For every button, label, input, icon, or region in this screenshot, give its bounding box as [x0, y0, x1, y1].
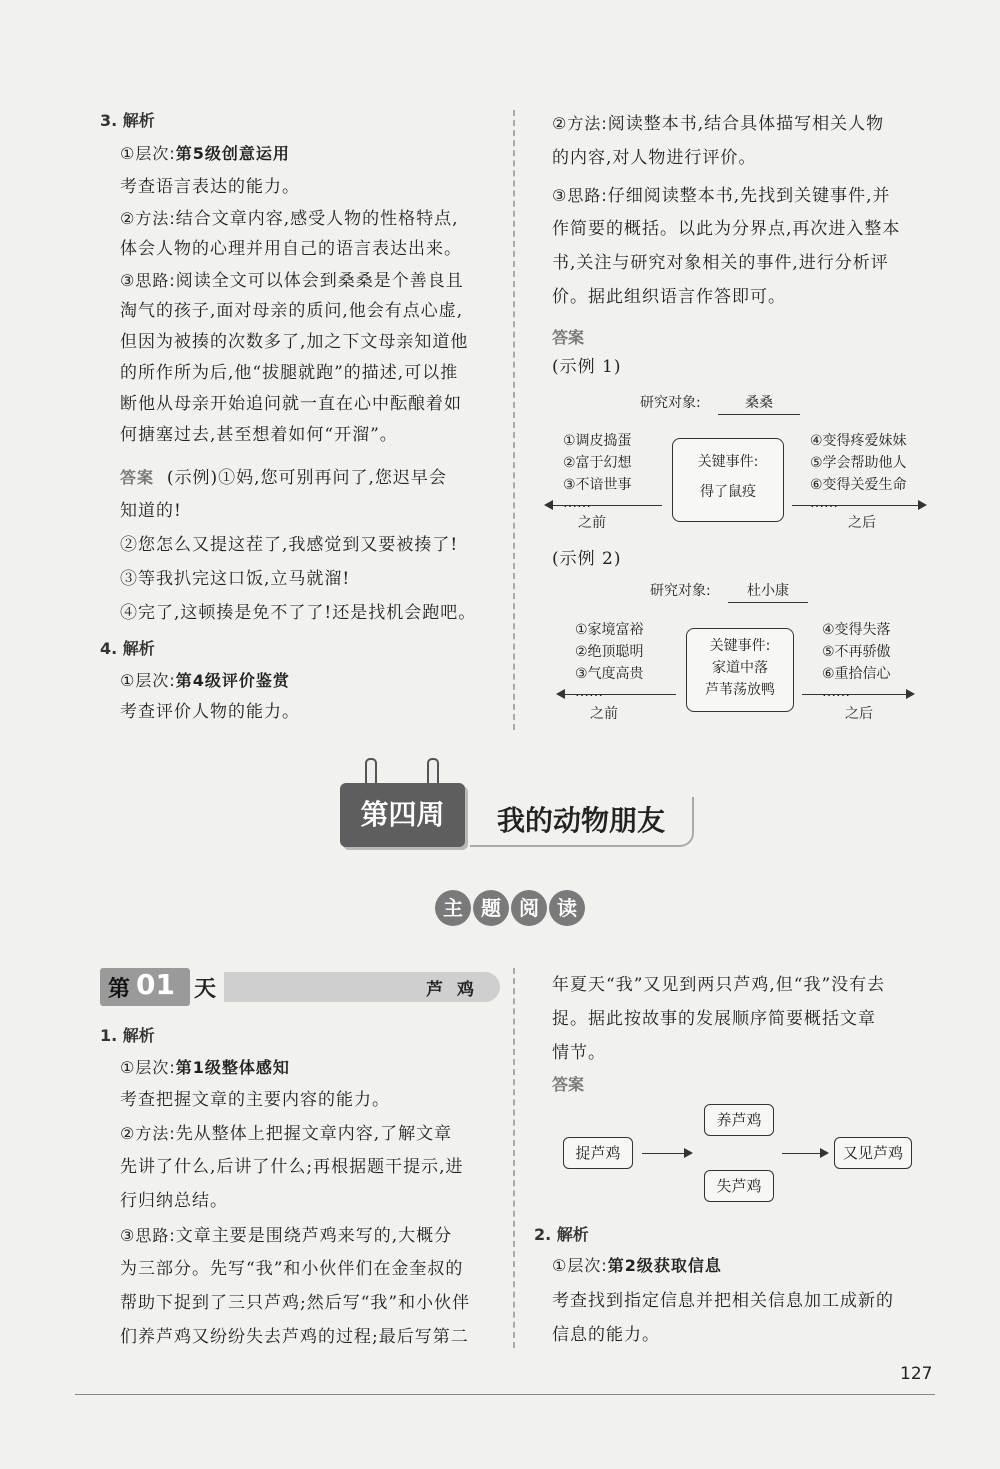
ex1-key-value: 得了鼠疫	[700, 484, 756, 500]
rt-answer-label: 答案	[552, 328, 585, 347]
ex2-after-list	[822, 619, 891, 699]
q3-answer-line2: 知道的!	[120, 501, 182, 521]
q1-idea-line2: 为三部分。先写“我”和小伙伴们在金奎叔的	[120, 1259, 464, 1279]
ex2-before-word: 之前	[590, 706, 618, 722]
q1-idea	[120, 1220, 452, 1252]
q3-title: 3. 解析	[100, 111, 155, 130]
ex2-right-arrow	[802, 694, 908, 695]
ex1-label: (示例 1)	[552, 357, 622, 377]
ex1-after-item: ⑤学会帮助他人	[810, 455, 907, 471]
rt-idea-line1: 仔细阅读整本书,先找到关键事件,并	[607, 186, 891, 206]
ex1-key-label: 关键事件:	[697, 454, 759, 470]
rt-idea-line2: 作简要的概括。以此为分界点,再次进入整本	[552, 219, 901, 239]
q1-idea-label: ③思路:	[120, 1226, 176, 1245]
day-title: 芦 鸡	[426, 980, 478, 1000]
q2-level	[552, 1250, 722, 1282]
ex2-before-item: ③气度高贵	[575, 666, 644, 682]
q3-idea-label: ③思路:	[120, 271, 176, 290]
q2-level-value: 第2级获取信息	[607, 1256, 722, 1275]
ex2-subject	[650, 580, 711, 602]
q3-answer	[120, 462, 447, 494]
ex2-left-arrow	[564, 694, 676, 695]
q1-method-line1: 先从整体上把握文章内容,了解文章	[175, 1124, 453, 1144]
q3-level-label: ①层次:	[120, 144, 176, 163]
week-title-bar	[470, 797, 694, 847]
ex1-after-list	[810, 430, 907, 510]
ex2-key-event-box	[686, 628, 794, 712]
rb-line2: 捉。据此按故事的发展顺序简要概括文章	[552, 1009, 876, 1029]
ex2-before-item: ①家境富裕	[575, 622, 644, 638]
q3-idea-line4: 的所作所为后,他“拔腿就跑”的描述,可以推	[120, 363, 459, 383]
flow-raise-box: 养芦鸡	[704, 1104, 774, 1136]
ex2-after-item: ……	[822, 684, 850, 700]
q4-level-label: ①层次:	[120, 671, 176, 690]
rt-method	[552, 108, 884, 140]
ex1-after-item: ④变得疼爱妹妹	[810, 433, 907, 449]
ex1-before-word: 之前	[578, 515, 606, 531]
ex1-subject-value: 桑桑	[718, 392, 800, 415]
ex1-key-event-box	[672, 438, 784, 522]
q3-method-line1: 结合文章内容,感受人物的性格特点,	[175, 209, 459, 229]
flow-arrow-2	[782, 1153, 822, 1154]
page-number: 127	[900, 1364, 933, 1384]
q2-line1: 考查找到指定信息并把相关信息加工成新的	[552, 1291, 894, 1311]
q3-answer-line1: (示例)①妈,您可别再问了,您迟早会	[166, 468, 447, 488]
q3-level	[120, 138, 290, 170]
q1-idea-line3: 帮助下捉到了三只芦鸡;然后写“我”和小伙伴	[120, 1293, 471, 1313]
week-banner	[340, 783, 465, 847]
q1-line1: 考查把握文章的主要内容的能力。	[120, 1090, 390, 1110]
theme-char-2: 题	[473, 890, 509, 926]
ex1-subject	[640, 392, 701, 414]
q4-line1: 考查评价人物的能力。	[120, 702, 300, 722]
q3-method	[120, 203, 459, 235]
rb-answer-label: 答案	[552, 1075, 585, 1094]
q3-answer-line3: ②您怎么又提这茬了,我感觉到又要被揍了!	[120, 535, 459, 555]
day-badge	[100, 968, 190, 1006]
day-prefix: 第	[108, 977, 131, 1002]
ex2-before-list	[575, 619, 644, 699]
ex2-before-item: ②绝顶聪明	[575, 644, 644, 660]
q1-method-label: ②方法:	[120, 1124, 176, 1143]
column-divider-top	[513, 110, 515, 730]
ex2-subject-label: 研究对象:	[650, 583, 711, 599]
q2-level-label: ①层次:	[552, 1256, 608, 1275]
flow-arrowhead-1	[684, 1148, 693, 1158]
week-label: 第四周	[360, 798, 445, 831]
ex2-key-line1: 家道中落	[712, 660, 768, 676]
ex2-label: (示例 2)	[552, 549, 622, 569]
rt-method-label: ②方法:	[552, 114, 608, 133]
ex2-after-item: ⑤不再骄傲	[822, 644, 891, 660]
rb-line3: 情节。	[552, 1043, 606, 1063]
day-header	[100, 968, 500, 1006]
q3-answer-label: 答案	[120, 468, 155, 487]
q3-idea-line3: 但因为被揍的次数多了,加之下文母亲知道他	[120, 332, 469, 352]
q3-answer-line4: ③等我扒完这口饭,立马就溜!	[120, 569, 351, 589]
q3-method-line2: 体会人物的心理并用自己的语言表达出来。	[120, 239, 462, 259]
rt-method-line2: 的内容,对人物进行评价。	[552, 148, 757, 168]
q2-line2: 信息的能力。	[552, 1325, 660, 1345]
rb-line1: 年夏天“我”又见到两只芦鸡,但“我”没有去	[552, 975, 886, 995]
ex2-key-label: 关键事件:	[709, 638, 771, 654]
ex2-after-item: ⑥重拾信心	[822, 666, 891, 682]
theme-char-4: 读	[549, 890, 585, 926]
rt-method-line1: 阅读整本书,结合具体描写相关人物	[607, 114, 885, 134]
ex2-right-arrowhead	[906, 689, 915, 699]
day-suffix: 天	[194, 977, 217, 1002]
ex1-after-item: ……	[810, 495, 838, 511]
ex1-right-arrowhead	[918, 500, 927, 510]
ex2-after-item: ④变得失落	[822, 622, 891, 638]
ex1-left-arrow	[552, 505, 662, 506]
q2-title: 2. 解析	[534, 1225, 589, 1244]
ex1-before-item: ①调皮捣蛋	[563, 433, 632, 449]
ex1-before-item: ③不谙世事	[563, 477, 632, 493]
q1-level	[120, 1052, 290, 1084]
q4-level-value: 第4级评价鉴赏	[175, 671, 290, 690]
q3-method-label: ②方法:	[120, 209, 176, 228]
q1-title: 1. 解析	[100, 1026, 155, 1045]
rt-idea-line3: 书,关注与研究对象相关的事件,进行分析评	[552, 253, 889, 273]
rt-idea	[552, 180, 891, 212]
column-divider-bottom	[513, 968, 515, 1348]
q1-method	[120, 1118, 452, 1150]
q3-idea-line6: 何搪塞过去,甚至想着如何“开溜”。	[120, 425, 398, 445]
q3-idea-line2: 淘气的孩子,面对母亲的质问,他会有点心虚,	[120, 301, 464, 321]
q3-idea	[120, 265, 464, 297]
day-number: 01	[136, 968, 175, 1001]
ex1-before-list	[563, 430, 632, 510]
flow-arrow-1	[642, 1153, 686, 1154]
flow-lose-box: 失芦鸡	[704, 1170, 774, 1202]
ex1-right-arrow	[792, 505, 920, 506]
q1-level-value: 第1级整体感知	[175, 1058, 290, 1077]
footer-rule	[75, 1394, 935, 1395]
theme-char-3: 阅	[511, 890, 547, 926]
q1-method-line3: 行归纳总结。	[120, 1191, 228, 1211]
q3-answer-line5: ④完了,这顿揍是免不了了!还是找机会跑吧。	[120, 603, 477, 623]
ex1-subject-label: 研究对象:	[640, 395, 701, 411]
rt-idea-line4: 价。据此组织语言作答即可。	[552, 287, 786, 307]
ex1-after-item: ⑥变得关爱生命	[810, 477, 907, 493]
q3-line1: 考查语言表达的能力。	[120, 177, 300, 197]
flow-arrowhead-2	[820, 1148, 829, 1158]
week-title: 我的动物朋友	[496, 804, 665, 837]
q1-idea-line1: 文章主要是围绕芦鸡来写的,大概分	[175, 1226, 453, 1246]
ex2-subject-value: 杜小康	[728, 580, 808, 603]
flow-catch-box: 捉芦鸡	[563, 1137, 633, 1169]
theme-char-1: 主	[435, 890, 471, 926]
ex2-key-line2: 芦苇荡放鸭	[705, 682, 775, 698]
q1-idea-line4: 们养芦鸡又纷纷失去芦鸡的过程;最后写第二	[120, 1327, 469, 1347]
flow-see-box: 又见芦鸡	[834, 1137, 912, 1169]
q1-level-label: ①层次:	[120, 1058, 176, 1077]
ex2-after-word: 之后	[845, 706, 873, 722]
day-title-bar	[224, 972, 500, 1002]
ex1-after-word: 之后	[848, 515, 876, 531]
rt-idea-label: ③思路:	[552, 186, 608, 205]
q3-level-value: 第5级创意运用	[175, 144, 290, 163]
q3-idea-line5: 断他从母亲开始追问就一直在心中酝酿着如	[120, 394, 462, 414]
ex1-before-item: ②富于幻想	[563, 455, 632, 471]
q3-idea-line1: 阅读全文可以体会到桑桑是个善良且	[175, 271, 464, 291]
ex1-before-item: ……	[563, 495, 591, 511]
q4-title: 4. 解析	[100, 639, 155, 658]
q4-level	[120, 665, 290, 697]
ex2-before-item: ……	[575, 684, 603, 700]
q1-method-line2: 先讲了什么,后讲了什么;再根据题干提示,进	[120, 1157, 464, 1177]
